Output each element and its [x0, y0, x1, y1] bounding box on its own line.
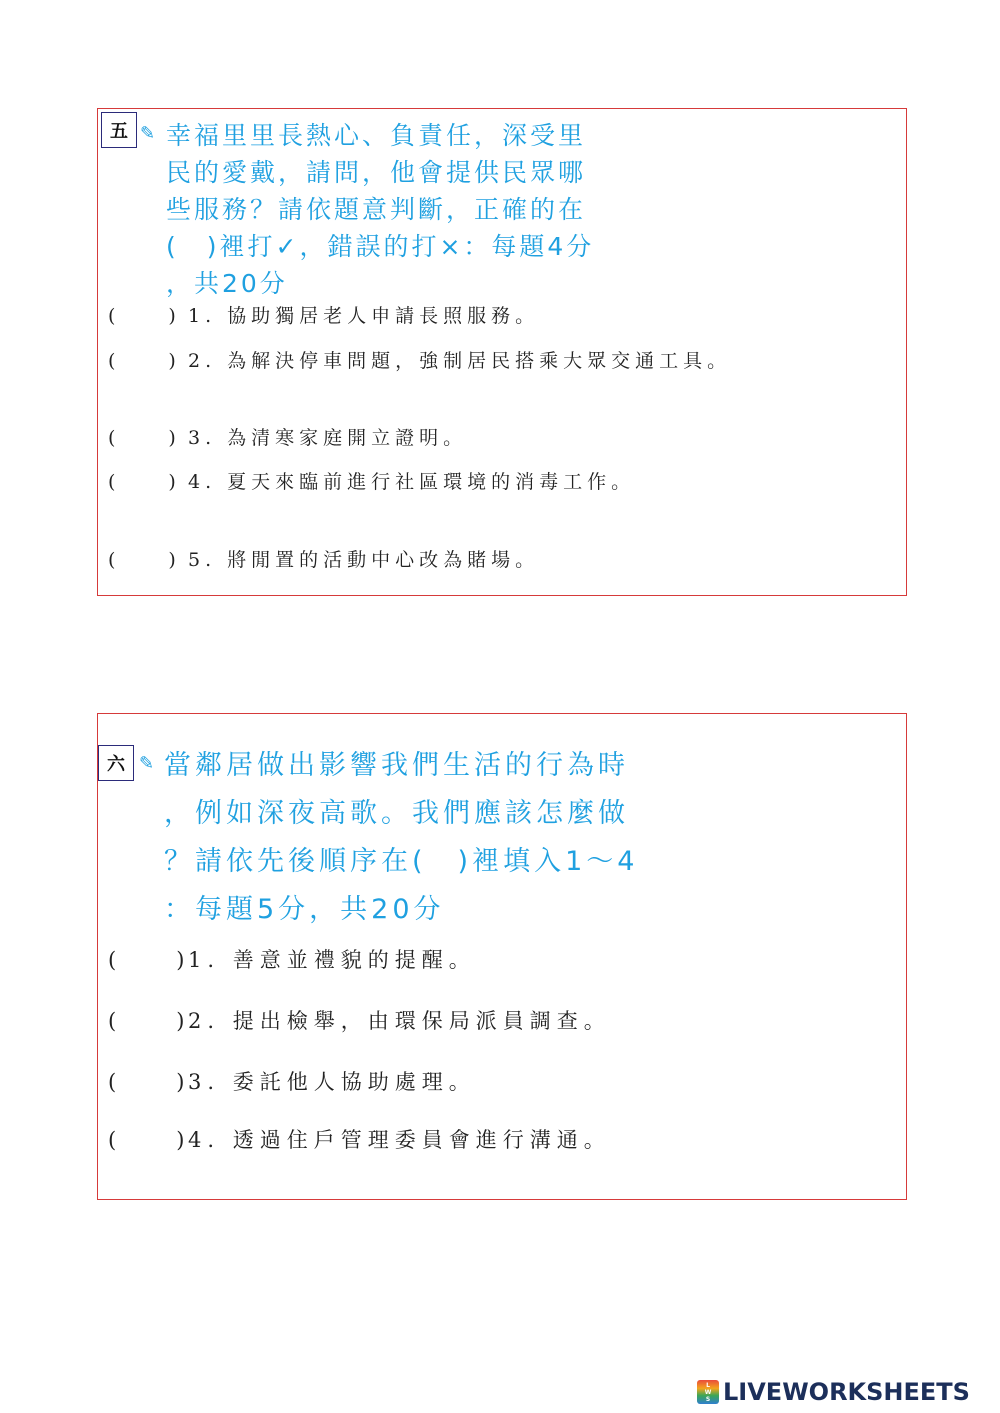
question-text: 4. 透過住戶管理委員會進行溝通。	[188, 1128, 611, 1152]
question-item	[108, 940, 868, 980]
instruction	[164, 742, 638, 934]
question-text: 1. 協助獨居老人申請長照服務。	[188, 305, 540, 327]
answer-blank[interactable]: ( )	[108, 1070, 191, 1094]
question-item	[108, 463, 848, 501]
question-text: 3. 委託他人協助處理。	[188, 1070, 476, 1094]
answer-blank[interactable]: ( )	[108, 305, 181, 327]
answer-blank[interactable]: ( )	[108, 1009, 191, 1033]
question-item	[108, 1120, 868, 1160]
question-text: 5. 將閒置的活動中心改為賭場。	[188, 549, 540, 571]
answer-blank[interactable]: ( )	[108, 948, 191, 972]
question-item	[108, 1062, 868, 1102]
instruction-line: ( )裡打✓，錯誤的打×：每題4分	[166, 232, 595, 261]
question-text: 3. 為清寒家庭開立證明。	[188, 427, 468, 449]
instruction-line: ，共20分	[166, 269, 288, 298]
instruction-line: ？請依先後順序在( )裡填入1～4	[164, 846, 639, 877]
instruction-line: ：每題5分，共20分	[164, 894, 445, 925]
section-5	[97, 108, 907, 596]
instruction	[166, 117, 594, 302]
question-item	[108, 1001, 868, 1041]
question-item	[108, 297, 848, 335]
pencil-icon: ✎	[139, 753, 155, 774]
instruction-line: ，例如深夜高歌。我們應該怎麼做	[164, 798, 629, 829]
instruction-line: 民的愛戴，請問，他會提供民眾哪	[166, 158, 587, 187]
answer-blank[interactable]: ( )	[108, 471, 181, 493]
question-item	[108, 342, 848, 380]
question-text: 2. 提出檢舉，由環保局派員調查。	[188, 1009, 611, 1033]
instruction-line: 當鄰居做出影響我們生活的行為時	[164, 750, 629, 781]
instruction-line: 些服務？請依題意判斷，正確的在	[166, 195, 587, 224]
liveworksheets-logo-icon: L W S	[697, 1380, 719, 1404]
brand-name: LIVEWORKSHEETS	[723, 1378, 970, 1406]
section-number: 五	[101, 112, 137, 148]
answer-blank[interactable]: ( )	[108, 427, 181, 449]
section-number: 六	[98, 745, 134, 781]
question-text: 2. 為解決停車問題，強制居民搭乘大眾交通工具。	[188, 350, 732, 372]
liveworksheets-brand	[697, 1378, 970, 1406]
question-item	[108, 541, 848, 579]
answer-blank[interactable]: ( )	[108, 350, 181, 372]
section-6	[97, 713, 907, 1200]
answer-blank[interactable]: ( )	[108, 549, 181, 571]
question-text: 4. 夏天來臨前進行社區環境的消毒工作。	[188, 471, 636, 493]
instruction-line: 幸福里里長熱心、負責任，深受里	[166, 121, 587, 150]
pencil-icon: ✎	[140, 123, 156, 144]
question-item	[108, 419, 848, 457]
answer-blank[interactable]: ( )	[108, 1128, 191, 1152]
question-text: 1. 善意並禮貌的提醒。	[188, 948, 476, 972]
